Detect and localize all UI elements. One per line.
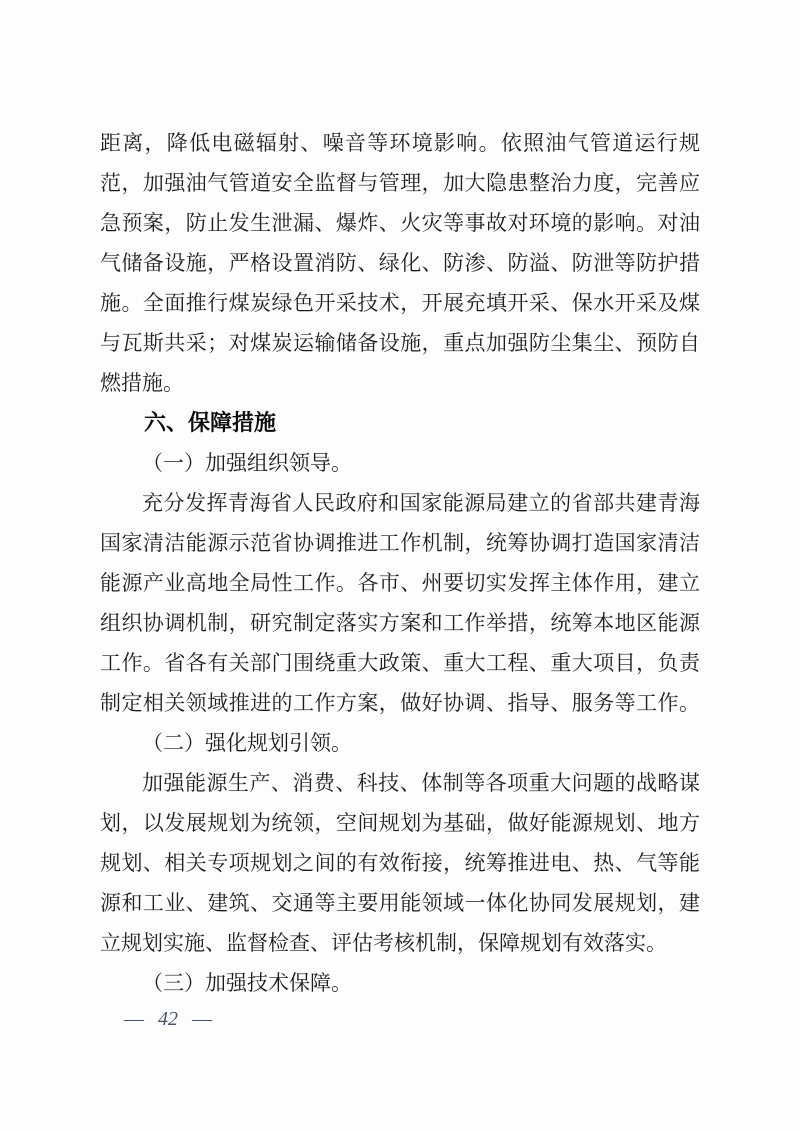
text-line: 燃措施。 (100, 371, 184, 395)
subsection-heading: （三）加强技术保障。 (142, 971, 352, 995)
text-line: 急预案，防止发生泄漏、爆炸、火灾等事故对环境的影响。对油 (100, 211, 700, 235)
text-line: 充分发挥青海省人民政府和国家能源局建立的省部共建青海 (142, 491, 700, 515)
text-line: 能源产业高地全局性工作。各市、州要切实发挥主体作用，建立 (100, 571, 700, 595)
text-line: 范，加强油气管道安全监督与管理，加大隐患整治力度，完善应 (100, 171, 700, 195)
section-heading: 六、保障措施 (144, 410, 277, 435)
document-body (100, 123, 700, 1003)
page-footer (124, 1004, 212, 1034)
subsection-heading: （一）加强组织领导。 (142, 451, 352, 475)
footer-dash-left: — (124, 1008, 144, 1030)
text-line: 划，以发展规划为统领，空间规划为基础，做好能源规划、地方 (100, 811, 700, 835)
text-line: 气储备设施，严格设置消防、绿化、防渗、防溢、防泄等防护措 (100, 251, 700, 275)
text-line: 规划、相关专项规划之间的有效衔接，统筹推进电、热、气等能 (100, 851, 700, 875)
text-line: 源和工业、建筑、交通等主要用能领域一体化协同发展规划，建 (100, 891, 700, 915)
text-line: 立规划实施、监督检查、评估考核机制，保障规划有效落实。 (100, 931, 667, 955)
page-number: 42 (158, 1008, 178, 1030)
text-line: 施。全面推行煤炭绿色开采技术，开展充填开采、保水开采及煤 (100, 291, 700, 315)
footer-dash-right: — (192, 1008, 212, 1030)
text-line: 工作。省各有关部门围绕重大政策、重大工程、重大项目，负责 (100, 651, 700, 675)
text-line: 组织协调机制，研究制定落实方案和工作举措，统筹本地区能源 (100, 611, 700, 635)
subsection-heading: （二）强化规划引领。 (142, 731, 352, 755)
text-line: 距离，降低电磁辐射、噪音等环境影响。依照油气管道运行规 (100, 131, 700, 155)
text-line: 与瓦斯共采；对煤炭运输储备设施，重点加强防尘集尘、预防自 (100, 331, 700, 355)
text-line: 加强能源生产、消费、科技、体制等各项重大问题的战略谋 (142, 771, 700, 795)
text-line: 国家清洁能源示范省协调推进工作机制，统筹协调打造国家清洁 (100, 531, 700, 555)
text-line: 制定相关领域推进的工作方案，做好协调、指导、服务等工作。 (100, 691, 700, 715)
